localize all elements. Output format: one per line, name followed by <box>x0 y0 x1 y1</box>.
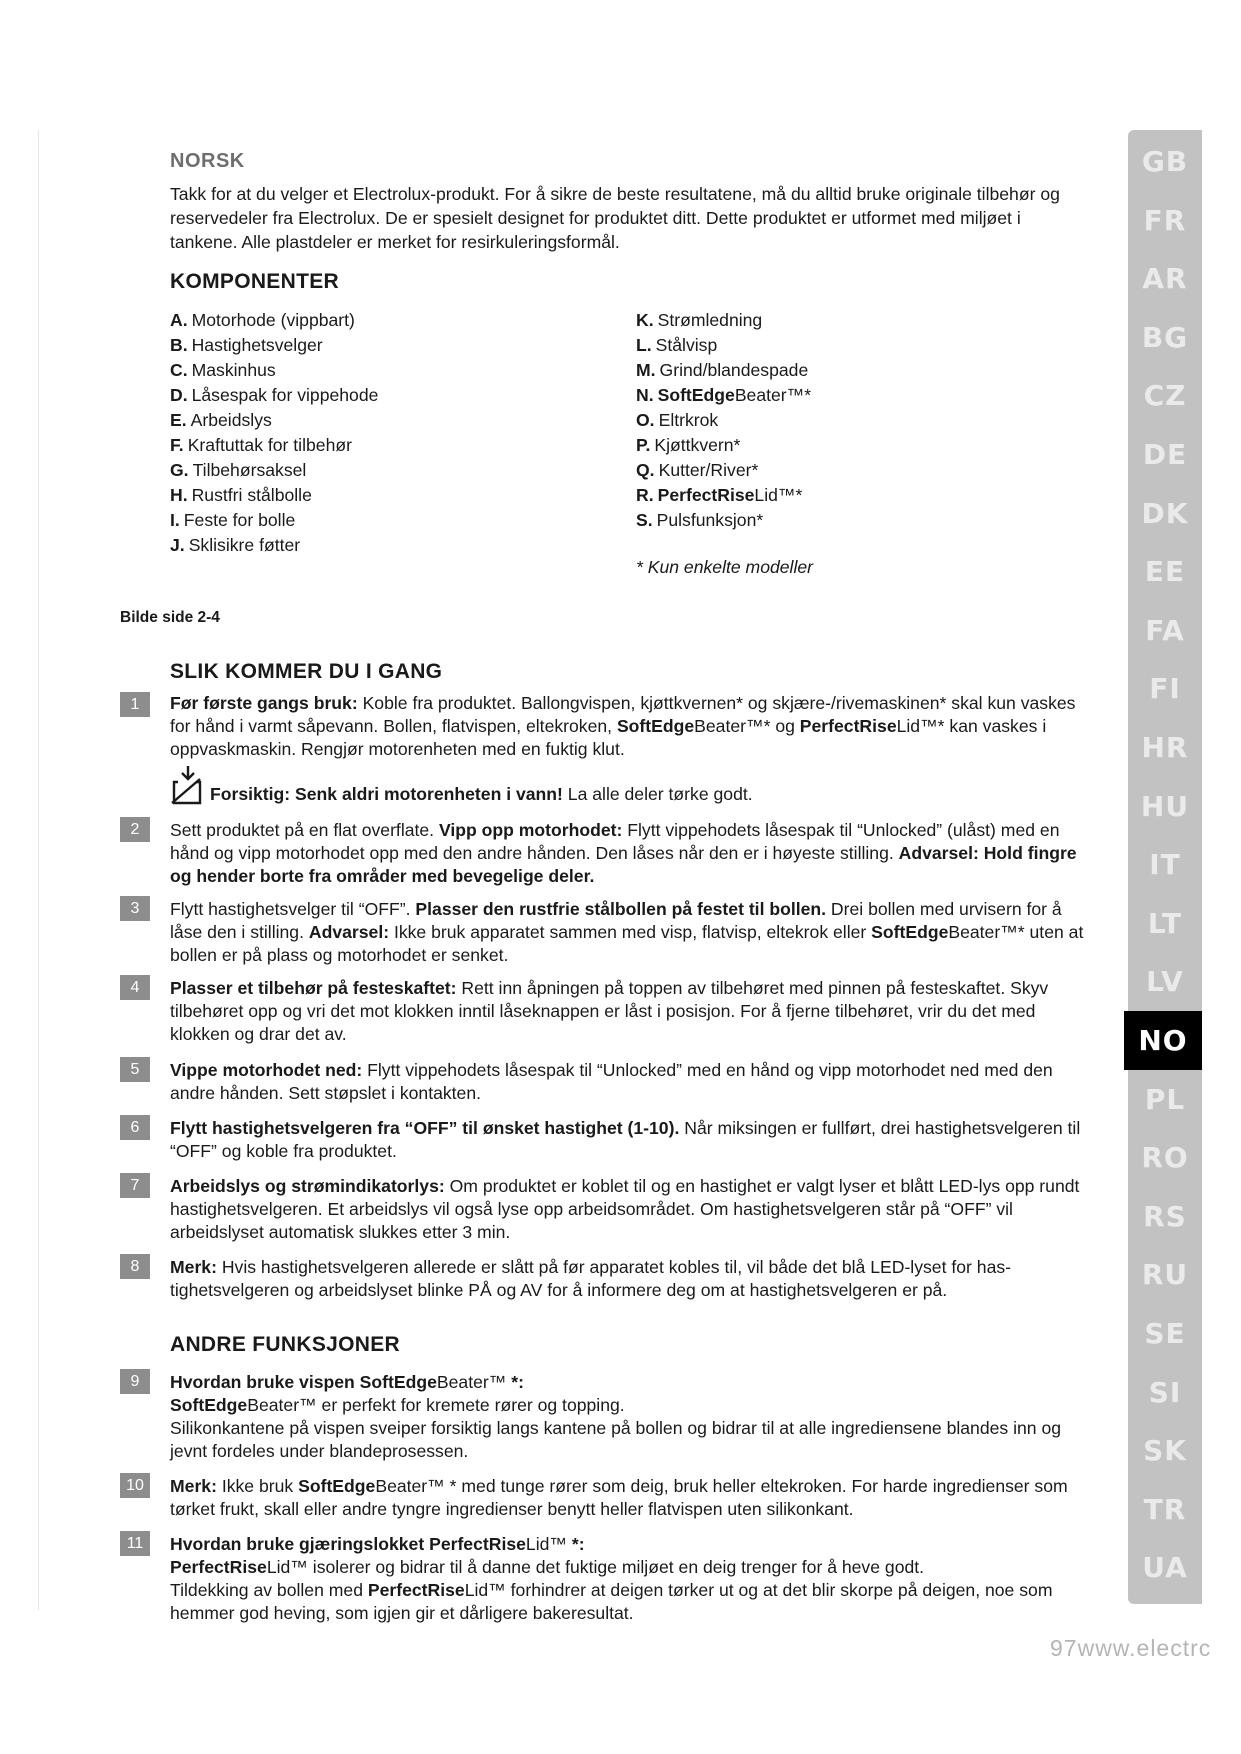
language-tab-it[interactable]: IT <box>1149 848 1181 882</box>
component-p: P. Kjøttkvern* <box>636 435 741 455</box>
language-tab-lv[interactable]: LV <box>1146 965 1184 999</box>
step-7-text: Arbeidslys og strømindikatorlys: Om produktet er koblet til og en hastighet er valgt lyser et blått LED-lys opp rundt hastighetsvelgeren. Et arbeidslys vil også lyse opp arbeidsområdet. Om hastighetsvelgeren står på “OFF” vil arbeidslyset automatisk slukkes etter 3 min. <box>170 1176 1080 1242</box>
step-number-5: 5 <box>120 1057 150 1082</box>
language-tab-ee[interactable]: EE <box>1144 555 1186 589</box>
component-d: D. Låsespak for vippehode <box>170 385 379 405</box>
language-tab-hr[interactable]: HR <box>1141 731 1189 764</box>
models-note: * Kun enkelte modeller <box>636 557 814 577</box>
language-tab-dk[interactable]: DK <box>1141 496 1189 530</box>
component-f: F. Kraftuttak for tilbehør <box>170 435 352 455</box>
language-tab-se[interactable]: SE <box>1144 1317 1186 1350</box>
language-tab-ro[interactable]: RO <box>1141 1141 1189 1175</box>
component-h: H. Rustfri stålbolle <box>170 485 312 505</box>
language-tab-tr[interactable]: TR <box>1143 1492 1187 1526</box>
language-tab-pl[interactable]: PL <box>1144 1082 1186 1116</box>
component-a: A. Motorhode (vippbart) <box>170 310 355 330</box>
language-tab-lt[interactable]: LT <box>1147 906 1183 940</box>
component-e: E. Arbeidslys <box>170 410 272 430</box>
step-number-11: 11 <box>120 1531 150 1556</box>
step-number-6: 6 <box>120 1115 150 1140</box>
language-tab-gb[interactable]: GB <box>1141 145 1189 178</box>
page-number: 97www.electrc <box>1050 1635 1212 1661</box>
step-number-1: 1 <box>120 692 150 717</box>
language-tab-ru[interactable]: RU <box>1141 1258 1189 1292</box>
other-functions-heading: ANDRE FUNKSJONER <box>170 1333 400 1356</box>
language-tab-ua[interactable]: UA <box>1142 1551 1188 1585</box>
language-title: NORSK <box>170 150 245 172</box>
component-c: C. Maskinhus <box>170 360 276 380</box>
step-number-3: 3 <box>120 896 150 921</box>
intro-paragraph: Takk for at du velger et Electrolux-produkt. For å sikre de beste resultatene, må du alltid bruke originale tilbehør og reservedeler fra Electrolux. De er spesielt designet for produktet ditt. Dette produktet er utformet med miljøet i tankene. Alle plastdeler er merket for resirkuleringsformål. <box>170 184 1060 252</box>
step-3-text: Flytt hastighetsvelger til “OFF”. Plasser den rustfrie stålbollen på festet til bollen. Drei bollen med urvisern for å låse den i stilling. Advarsel: Ikke bruk apparatet sammen med visp, flatvisp, eltekrok eller SoftEdgeBeater™* uten at bollen er på plass og motorhodet er senket. <box>170 899 1084 965</box>
language-tab-no[interactable]: NO <box>1124 1011 1202 1070</box>
step-number-8: 8 <box>120 1254 150 1279</box>
component-m: M. Grind/blandespade <box>636 360 809 380</box>
language-tab-sk[interactable]: SK <box>1143 1434 1187 1468</box>
language-tab-hu[interactable]: HU <box>1140 789 1190 823</box>
component-g: G. Tilbehørsaksel <box>170 460 307 480</box>
step-5-text: Vippe motorhodet ned: Flytt vippehodets låsespak til “Unlocked” med en hånd og vipp motorhodet ned med den andre hånden. Sett støpslet i kontakten. <box>170 1060 1053 1103</box>
getting-started-heading: SLIK KOMMER DU I GANG <box>170 660 443 683</box>
language-tab-fr[interactable]: FR <box>1143 203 1187 237</box>
figure-reference: Bilde side 2-4 <box>120 609 220 626</box>
step-1-text: Før første gangs bruk: Koble fra produktet. Ballongvispen, kjøttkvernen* og skjære-/rivemaskinen* skal kun vaskes for hånd i varmt såpevann. Bollen, flatvispen, eltekroken, SoftEdgeBeater™* og PerfectRiseLid™* kan vaskes i oppvaskmaskin. Rengjør motorenheten med en fuktig klut. <box>170 693 1076 759</box>
language-tab-bg[interactable]: BG <box>1141 320 1189 354</box>
component-j: J. Sklisikre føtter <box>170 535 301 555</box>
step-2-text: Sett produktet på en flat overflate. Vipp opp motorhodet: Flytt vippehodets låsespak til “Unlocked” (ulåst) med en hånd og vipp motorhodet opp med den andre hånden. Den låses når den er i høyeste stilling. Advarsel: Hold fingre og hender borte fra områder med bevegelige deler. <box>170 820 1077 886</box>
component-r: R. PerfectRiseLid™* <box>636 485 803 505</box>
step-10-text: Merk: Ikke bruk SoftEdgeBeater™ * med tunge rører som deig, bruk heller eltekroken. For harde ingredienser som tørket frukt, skall eller andre tyngre ingredienser benytt heller flatvispen uten silikonkant. <box>170 1476 1068 1519</box>
component-i: I. Feste for bolle <box>170 510 296 530</box>
language-tab-si[interactable]: SI <box>1148 1375 1182 1409</box>
component-q: Q. Kutter/River* <box>636 460 759 480</box>
language-tab-rs[interactable]: RS <box>1143 1199 1187 1233</box>
step-8-text: Merk: Hvis hastighetsvelgeren allerede er slått på før apparatet kobles til, vil både det blå LED-lyset for hastighetsvelgeren og arbeidslyset blinke PÅ og AV for å informere deg om at hastighetsvelgeren er på. <box>170 1257 1012 1300</box>
component-b: B. Hastighetsvelger <box>170 335 323 355</box>
component-k: K. Strømledning <box>636 310 763 330</box>
caution-text: Forsiktig: Senk aldri motorenheten i vann! La alle deler tørke godt. <box>210 784 753 804</box>
components-heading: KOMPONENTER <box>170 270 339 293</box>
language-tab-de[interactable]: DE <box>1142 438 1188 471</box>
component-s: S. Pulsfunksjon* <box>636 510 764 530</box>
step-number-7: 7 <box>120 1173 150 1198</box>
step-9-text: Hvordan bruke vispen SoftEdgeBeater™ *: SoftEdgeBeater™ er perfekt for kremete rører og topping. Silikonkantene på vispen sveiper forsiktig langs kantene på bollen og bidrar til at alle ingrediensene blandes inn og jevnt fordeles under blandeprosessen. <box>170 1372 1062 1461</box>
step-number-4: 4 <box>120 975 150 1000</box>
step-6-text: Flytt hastighetsvelgeren fra “OFF” til ønsket hastighet (1-10). Når miksingen er fullført, drei hastighetsvelgeren til “OFF” og koble fra produktet. <box>170 1118 1081 1161</box>
no-water-icon <box>170 766 204 806</box>
language-tab-ar[interactable]: AR <box>1142 262 1188 296</box>
step-4-text: Plasser et tilbehør på festeskaftet: Rett inn åpningen på toppen av tilbehøret med pinnen på festeskaftet. Skyv tilbehøret opp og vri det mot klokken inntil låseknappen er låst i posisjon. For å fjerne tilbehøret, vrir du det med klokken og drar det av. <box>170 978 1049 1044</box>
step-number-9: 9 <box>120 1369 150 1394</box>
component-o: O. Eltrkrok <box>636 410 719 430</box>
language-tab-fa[interactable]: FA <box>1145 613 1185 647</box>
components-list-right <box>636 308 811 533</box>
component-n: N. SoftEdgeBeater™* <box>636 385 812 405</box>
step-11-text: Hvordan bruke gjæringslokket PerfectRiseLid™ *: PerfectRiseLid™ isolerer og bidrar til å danne det fuktige miljøet en deig trenger for å heve godt. Tildekking av bollen med PerfectRiseLid™ forhindrer at deigen tørker ut og at det blir skorpe på deigen, noe som hemmer god heving, som igjen gir et dårligere bakeresultat. <box>170 1534 1053 1623</box>
page-margin-rule <box>38 130 39 1610</box>
step-number-2: 2 <box>120 817 150 842</box>
language-tab-fi[interactable]: FI <box>1149 672 1181 706</box>
language-tab-cz[interactable]: CZ <box>1143 379 1187 413</box>
step-number-10: 10 <box>120 1473 150 1498</box>
components-list-left <box>170 308 378 558</box>
component-l: L. Stålvisp <box>636 335 718 355</box>
